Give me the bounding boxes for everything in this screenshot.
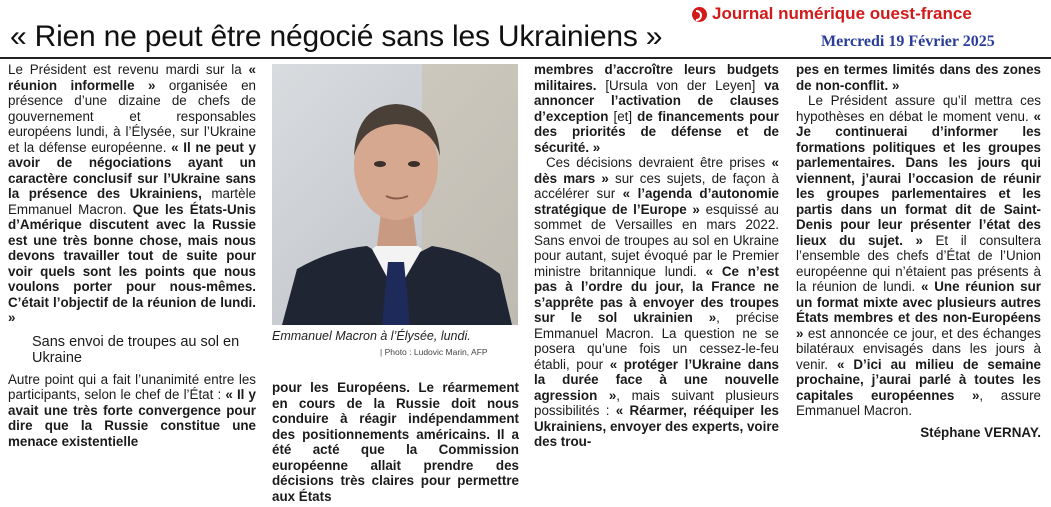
header-rule <box>0 57 1051 59</box>
bold-quote-text: « l’agenda d’autonomie stratégique de l’Europe » <box>534 186 779 217</box>
paragraph <box>796 62 1041 93</box>
bold-quote-text: membres d’accroître leurs budgets militaires. <box>534 62 779 93</box>
publication-date: Mercredi 19 Février 2025 <box>821 33 995 50</box>
body-text: Et il consultera l’ensemble des chefs d’État de l’Union européenne qui n’étaient pas présents à la réunion de lundi. <box>796 232 1041 294</box>
ouest-france-logo-icon <box>692 7 707 22</box>
bold-quote-text: « réunion informelle » <box>8 62 256 93</box>
article-photo <box>272 64 518 325</box>
publication-name: Journal numérique ouest-france <box>712 4 972 23</box>
bold-quote-text: « Ce n’est pas à l’ordre du jour, la France ne s’apprête pas à envoyer des troupes sur le sol ukrainien » <box>534 263 779 325</box>
paragraph <box>534 155 779 450</box>
author-signature: Stéphane VERNAY. <box>920 424 1041 440</box>
bold-quote-text: va annoncer l’activation de clauses d’exception <box>534 77 779 124</box>
body-text: [Ursula von der Leyen] <box>596 77 765 93</box>
article-column-4 <box>796 62 1041 440</box>
body-text: est annoncée ce jour, et des échanges bilatéraux envisagés dans les jours à venir. <box>796 325 1041 372</box>
body-text: , assure Emmanuel Macron. <box>796 387 1041 418</box>
bold-quote-text: pes en termes limités dans des zones de non-conflit. » <box>796 62 1041 93</box>
body-text: organisée en présence d’une dizaine de chefs de gouvernement et responsables européens lundi, à l’Élysée, sur l’Ukraine et la défense européenne. <box>8 77 256 155</box>
body-text: , précise Emmanuel Macron. La question ne se posera qu’une fois un cessez-le-feu établi, pour <box>534 310 779 372</box>
bold-quote-text: « Il ne peut y avoir de négociations ayant un caractère conclusif sur l’Ukraine sans la présence des Ukrainiens, <box>8 139 256 201</box>
bold-quote-text: « Je continuerai d’informer les formations politiques et les groupes parlementaires. Dans les jours qui viennent, j’aurai l’occasion de réunir les groupes parlementaires et les partis dans un format dit de Saint-Denis pour leur présenter l’état des lieux du sujet. » <box>796 108 1041 248</box>
paragraph <box>796 93 1041 419</box>
bold-quote-text: « protéger l’Ukraine dans la durée face à une nouvelle agression » <box>534 356 779 403</box>
bold-quote-text: « dès mars » <box>534 155 779 186</box>
portrait-image <box>272 64 518 325</box>
body-text: sur ces sujets, de façon à accélérer sur <box>534 170 779 201</box>
photo-credit: | Photo : Ludovic Marin, AFP <box>380 347 488 357</box>
body-text: Ces décisions devraient être prises <box>546 155 772 170</box>
photo-caption: Emmanuel Macron à l’Élysée, lundi. <box>272 329 471 343</box>
paragraph <box>8 62 256 326</box>
bold-quote-text: « Il y avait une très forte convergence pour dire que la Russie constitue une menace existentielle <box>8 387 256 449</box>
body-text: Le Président est revenu mardi sur la <box>8 62 249 77</box>
bold-quote-text: Que les États-Unis d’Amérique discutent avec la Russie est une très bonne chose, mais nous devons travailler tout de suite pour voir quels sont les points que nous voulons porter pour nous-mêmes. C’était l’objectif de la réunion de lundi. » <box>8 201 256 325</box>
article-column-2 <box>272 380 519 504</box>
body-text: [et] <box>608 108 638 124</box>
body-text: Le Président assure qu’il mettra ces hypothèses en débat le moment venu. <box>796 93 1041 124</box>
paragraph <box>272 380 519 504</box>
subheading: Sans envoi de troupes au sol en Ukraine <box>32 333 240 366</box>
article-column-3 <box>534 62 779 450</box>
body-text: , mais suivant plusieurs possibilités : <box>534 387 779 418</box>
bold-quote-text: « Une réunion sur un format mixte avec plusieurs autres États membres et des non-Européens » <box>796 279 1042 341</box>
paragraph <box>8 372 256 450</box>
bold-quote-text: « D’ici au milieu de semaine prochaine, j’aurai parlé à toutes les capitales européennes » <box>796 356 1041 403</box>
body-text: martèle Emmanuel Macron. <box>8 186 257 217</box>
article-column-1 <box>8 62 256 449</box>
paragraph <box>534 62 779 155</box>
body-text: esquissé au sommet de Versailles en mars 2022. Sans envoi de troupes au sol en Ukraine pour autant, sujet évoqué par le Premier ministre britannique lundi. <box>534 201 780 279</box>
body-text: Autre point qui a fait l’unanimité entre les participants, selon le chef de l’État : <box>8 371 256 402</box>
bold-quote-text: de financements pour des priorités de défense et de sécurité. » <box>534 108 779 155</box>
masthead <box>692 4 972 24</box>
bold-quote-text: pour les Européens. Le réarmement en cours de la Russie doit nous conduire à réagir indépendamment des positionnements américains. Il a été acté que la Commission européenne allait prendre des décisions très claires pour permettre aux États <box>272 380 519 504</box>
headline: « Rien ne peut être négocié sans les Ukrainiens » <box>10 20 663 53</box>
bold-quote-text: « Réarmer, rééquiper les Ukrainiens, envoyer des experts, voire des trou- <box>534 403 779 449</box>
